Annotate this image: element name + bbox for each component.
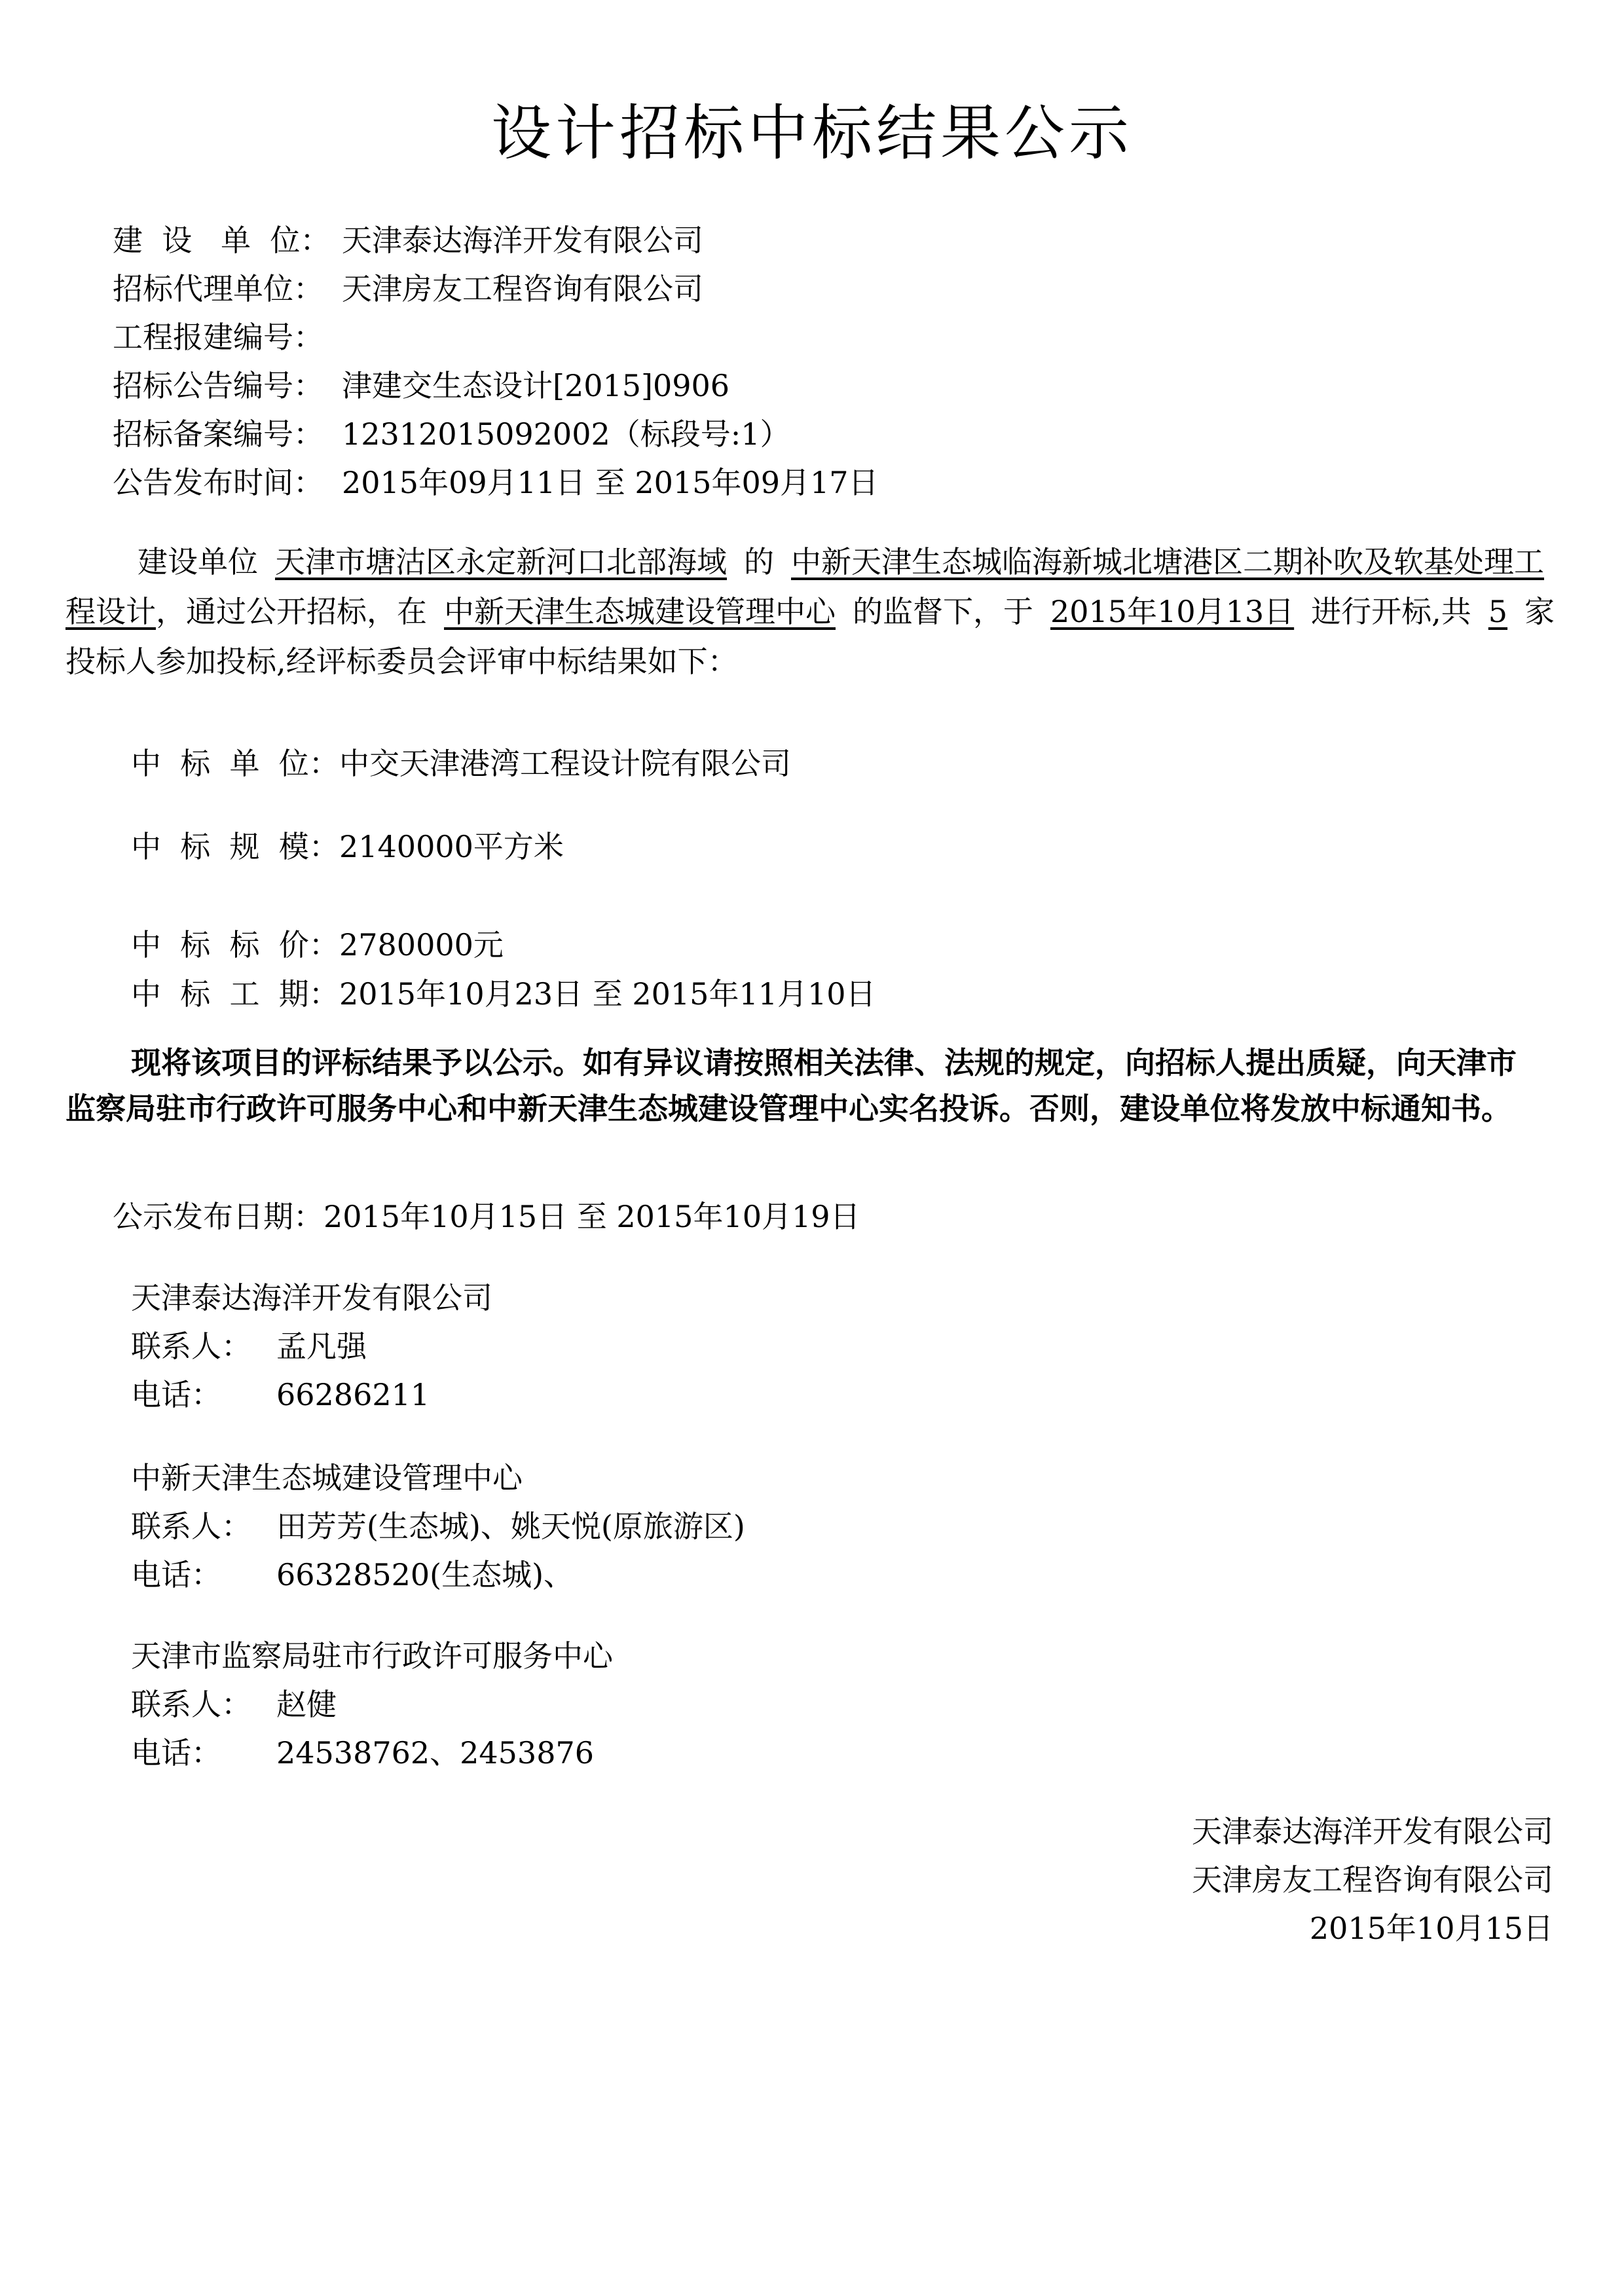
result-price [131,921,504,964]
para-text: ，通过公开招标，在 [156,594,427,629]
bidder-count: 5 [1488,594,1508,629]
public-notice: 现将该项目的评标结果予以公示。如有异议请按照相关法律、法规的规定，向招标人提出质疑，向天津市监察局驻市行政许可服务中心和中新天津生态城建设管理中心实名投诉。否则，建设单位将发放中标通知书。 [65,1045,1517,1126]
bid-open-date: 2015年10月13日 [1050,594,1295,629]
para-text: 的监督下，于 [853,594,1033,629]
result-value: 2780000元 [339,927,504,963]
info-value: 天津泰达海洋开发有限公司 [342,223,703,258]
contact-phone: 24538762、2453876 [276,1735,594,1771]
contact-person-label: 联系人： [131,1329,251,1364]
info-label: 公告发布时间： [113,465,323,500]
contact-org: 天津市监察局驻市行政许可服务中心 [131,1638,613,1674]
contact-phone-line [131,1370,492,1419]
signature-date: 2015年10月15日 [1309,1911,1553,1946]
info-value: 津建交生态设计[2015]0906 [342,368,730,403]
contact-person: 赵健 [276,1687,337,1722]
info-row-announcement-period [113,458,879,507]
result-label: 中 标 规 模： [131,829,339,864]
info-label: 招标代理单位： [113,271,323,306]
contact-person-label: 联系人： [131,1687,251,1722]
contact-person-line [131,1502,745,1551]
bid-summary-paragraph [65,537,1565,686]
contact-person: 田芳芳(生态城)、姚天悦(原旅游区) [276,1509,745,1544]
page-title: 设计招标中标结果公示 [490,98,1133,168]
supervisor-name: 中新天津生态城建设管理中心 [444,594,836,629]
contact-phone-label: 电话： [131,1735,221,1771]
result-label: 中 标 工 期： [131,976,339,1012]
project-info [113,216,879,507]
publication-label: 公示发布日期： [113,1199,323,1234]
info-value: 天津房友工程咨询有限公司 [342,271,703,306]
project-name: 中新天津生态城临海新城北塘港区二期补吹及软基处理工程设计 [65,544,1544,629]
result-label: 中 标 单 位： [131,746,339,781]
publication-value: 2015年10月15日 至 2015年10月19日 [323,1199,860,1234]
signature-org: 天津房友工程咨询有限公司 [1192,1862,1553,1898]
info-label: 招标公告编号： [113,368,323,403]
info-row-record-no [113,410,879,458]
contact-org: 天津泰达海洋开发有限公司 [131,1280,492,1315]
contact-phone: 66286211 [276,1377,430,1412]
contact-block-supervision [131,1632,613,1777]
result-value: 中交天津港湾工程设计院有限公司 [339,746,791,781]
contact-block-ecocity [131,1454,745,1599]
contact-person-label: 联系人： [131,1509,251,1544]
contact-phone: 66328520(生态城)、 [276,1557,574,1592]
info-row-registration-no [113,313,879,361]
contact-person-line [131,1680,613,1729]
info-row-announcement-no [113,361,879,410]
publication-period [113,1193,860,1236]
para-text: 建设单位 [138,544,258,579]
signature-org: 天津泰达海洋开发有限公司 [1192,1814,1553,1849]
contact-phone-label: 电话： [131,1377,221,1412]
contact-org: 中新天津生态城建设管理中心 [131,1460,523,1496]
info-label: 工程报建编号： [113,320,323,355]
contact-person-line [131,1322,492,1370]
signature-block [1192,1807,1553,1953]
result-value: 2140000平方米 [339,829,564,864]
result-label: 中 标 标 价： [131,927,339,963]
para-text: 进行开标,共 [1311,594,1471,629]
info-label: 建 设 单 位： [113,223,331,258]
info-row-owner [113,216,879,265]
info-row-agent [113,265,879,313]
contact-phone-line [131,1551,745,1599]
para-text: 的 [744,544,774,579]
owner-location: 天津市塘沽区永定新河口北部海域 [275,544,727,579]
result-winner [131,740,791,783]
contact-phone-label: 电话： [131,1557,221,1592]
contact-person: 孟凡强 [276,1329,367,1364]
result-value: 2015年10月23日 至 2015年11月10日 [339,976,876,1012]
result-period [131,970,876,1014]
contact-phone-line [131,1729,613,1777]
info-value: 2015年09月11日 至 2015年09月17日 [342,465,879,500]
info-label: 招标备案编号： [113,416,323,452]
result-scale [131,823,564,866]
para-text: 家投标人参加投标,经评标委员会评审中标结果如下： [65,594,1555,679]
contact-block-owner [131,1274,492,1419]
info-value: 12312015092002（标段号:1） [342,416,790,452]
